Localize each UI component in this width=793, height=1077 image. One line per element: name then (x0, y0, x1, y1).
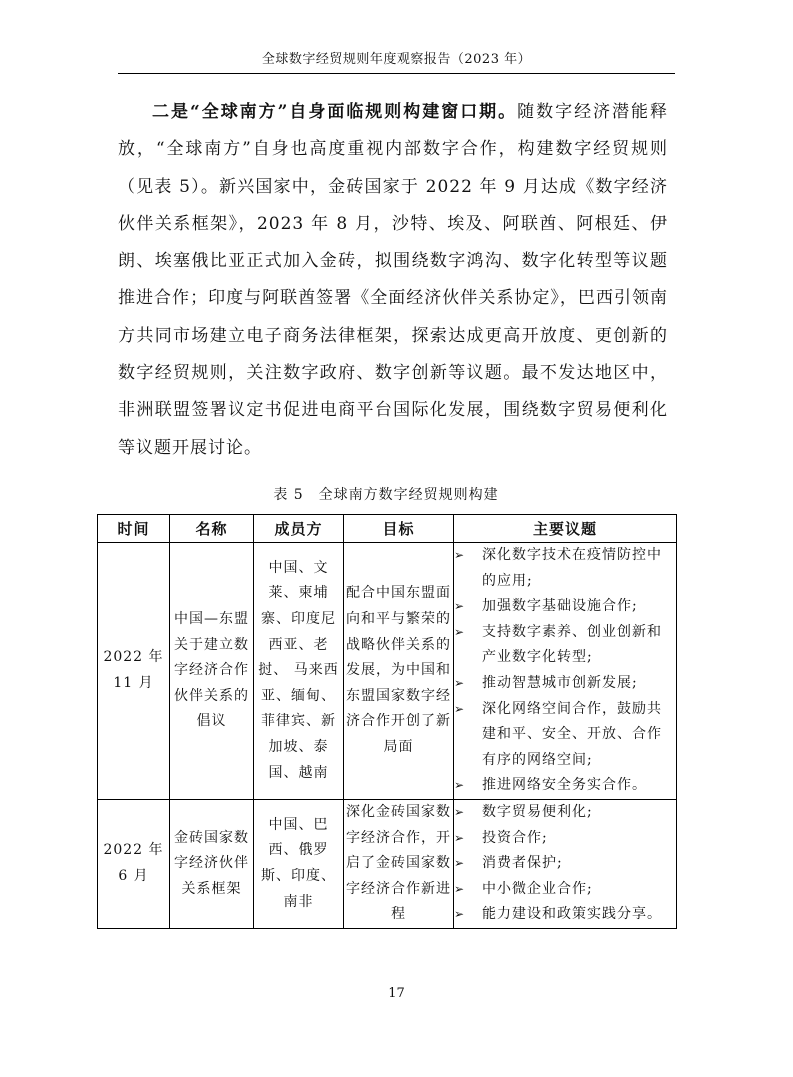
topic-text: 中小微企业合作; (482, 880, 593, 897)
header-topics: 主要议题 (454, 515, 677, 543)
topic-text: 数字贸易便利化; (482, 803, 593, 820)
topic-item (454, 877, 676, 903)
paragraph-lead: 二是“全球南方”自身面临规则构建窗口期。 (152, 102, 518, 122)
topic-item (454, 851, 676, 877)
header-name: 名称 (170, 515, 254, 543)
arrowhead-bullet-icon: ➢ (454, 675, 466, 690)
table-header-row (98, 515, 677, 543)
arrowhead-bullet-icon: ➢ (454, 778, 466, 793)
paragraph-body: 随数字经济潜能释放，“全球南方”自身也高度重视内部数字合作，构建数字经贸规则（见表 5）。新兴国家中，金砖国家于 2022 年 9 月达成《数字经济伙伴关系框架》，2023 年 8 月，沙特、埃及、阿联酋、阿根廷、伊朗、埃塞俄比亚正式加入金砖，拟围绕数字鸿沟、数字化转型等议题推进合作；印度与阿联酋签署《全面经济伙伴关系协定》，巴西引领南方共同市场建立电子商务法律框架，探索达成更高开放度、更创新的数字经贸规则，关注数字政府、数字创新等议题。最不发达地区中，非洲联盟签署议定书促进电商平台国际化发展，围绕数字贸易便利化等议题开展讨论。 (118, 102, 668, 458)
cell-members: 中国、巴西、俄罗斯、印度、南非 (254, 799, 344, 928)
topic-text: 深化数字技术在疫情防控中的应用; (482, 547, 662, 589)
topic-item (454, 800, 676, 826)
arrowhead-bullet-icon: ➢ (454, 856, 466, 871)
arrowhead-bullet-icon: ➢ (454, 804, 466, 819)
table-row (98, 799, 677, 928)
topic-item (454, 773, 676, 799)
topic-text: 加强数字基础设施合作; (482, 598, 638, 615)
table-body (98, 543, 677, 929)
topic-item (454, 826, 676, 852)
body-paragraph (118, 94, 668, 467)
topic-text: 消费者保护; (482, 855, 563, 872)
cell-time: 2022 年 11 月 (98, 543, 170, 800)
topic-text: 推动智慧城市创新发展; (482, 674, 638, 691)
table-row (98, 543, 677, 800)
cell-topics (454, 799, 677, 928)
cell-time: 2022 年 6 月 (98, 799, 170, 928)
topic-text: 深化网络空间合作，鼓励共建和平、安全、开放、合作有序的网络空间; (482, 700, 662, 768)
cell-goal: 深化金砖国家数字经济合作，开启了金砖国家数字经济合作新进程 (344, 799, 454, 928)
header-time: 时间 (98, 515, 170, 543)
topic-item (454, 594, 676, 620)
cell-goal: 配合中国东盟面向和平与繁荣的战略伙伴关系的发展，为中国和东盟国家数字经济合作开创了新局面 (344, 543, 454, 800)
topic-item (454, 671, 676, 697)
table-caption: 表 5 全球南方数字经贸规则构建 (273, 487, 499, 503)
topic-list (454, 543, 676, 799)
topic-item (454, 902, 676, 928)
arrowhead-bullet-icon: ➢ (454, 599, 466, 614)
arrowhead-bullet-icon: ➢ (454, 881, 466, 896)
cell-members: 中国、文莱、柬埔寨、印度尼西亚、老挝、 马来西亚、缅甸、菲律宾、新加坡、泰国、越南 (254, 543, 344, 800)
topic-item (454, 620, 676, 671)
topic-text: 能力建设和政策实践分享。 (482, 906, 662, 923)
topic-item (454, 697, 676, 774)
arrowhead-bullet-icon: ➢ (454, 701, 466, 716)
topic-text: 支持数字素养、创业创新和产业数字化转型; (482, 623, 662, 666)
running-header: 全球数字经贸规则年度观察报告（2023 年） (261, 52, 532, 67)
cell-topics (454, 543, 677, 800)
header-goal: 目标 (344, 515, 454, 543)
header-members: 成员方 (254, 515, 344, 543)
header-rule (118, 73, 675, 74)
cell-name: 金砖国家数字经济伙伴关系框架 (170, 799, 254, 928)
arrowhead-bullet-icon: ➢ (454, 830, 466, 845)
topic-item (454, 543, 676, 594)
arrowhead-bullet-icon: ➢ (454, 548, 466, 562)
topic-list (454, 800, 676, 928)
topic-text: 推进网络安全务实合作。 (482, 777, 647, 794)
topic-text: 投资合作; (482, 829, 548, 846)
rules-table (97, 514, 677, 929)
arrowhead-bullet-icon: ➢ (454, 624, 466, 639)
arrowhead-bullet-icon: ➢ (454, 907, 466, 922)
page-number: 17 (388, 986, 405, 1001)
cell-name: 中国—东盟关于建立数字经济合作伙伴关系的倡议 (170, 543, 254, 800)
